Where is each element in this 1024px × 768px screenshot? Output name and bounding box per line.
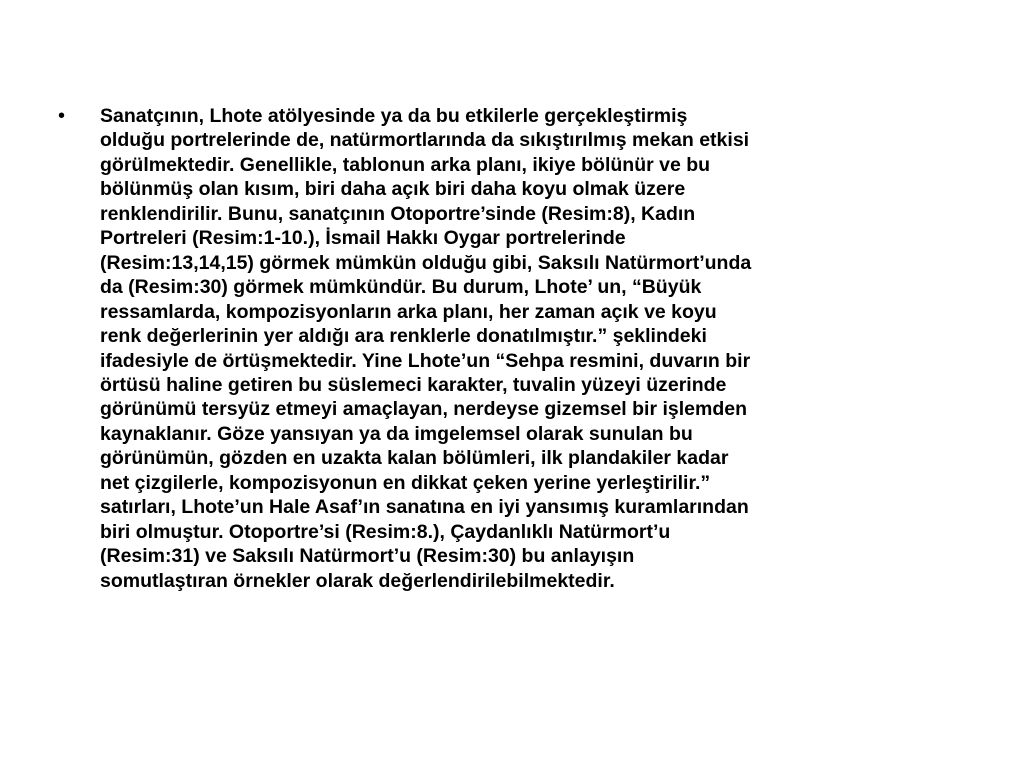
text-line: somutlaştıran örnekler olarak değerlendirilebilmektedir. [100,569,615,592]
text-line: görünümü tersyüz etmeyi amaçlayan, nerdeyse gizemsel bir işlemden [100,398,747,421]
bullet-item [58,104,958,593]
bullet-list [58,104,958,593]
text-line: ressamlarda, kompozisyonların arka planı, her zaman açık ve koyu [100,300,717,323]
text-line: (Resim:13,14,15) görmek mümkün olduğu gibi, Saksılı Natürmort’unda [100,251,752,274]
text-line: (Resim:31) ve Saksılı Natürmort’u (Resim:30) bu anlayışın [100,545,635,568]
text-line: renklendirilir. Bunu, sanatçının Otoportre’sinde (Resim:8), Kadın [100,202,696,225]
text-line: net çizgilerle, kompozisyonun en dikkat çeken yerine yerleştirilir.” [100,471,711,494]
text-line: kaynaklanır. Göze yansıyan ya da imgelemsel olarak sunulan bu [100,422,693,445]
text-line: olduğu portrelerinde de, natürmortlarında da sıkıştırılmış mekan etkisi [100,129,750,152]
text-line: ifadesiyle de örtüşmektedir. Yine Lhote’un “Sehpa resmini, duvarın bir [100,349,751,372]
text-line: Portreleri (Resim:1-10.), İsmail Hakkı Oygar portrelerinde [100,227,626,250]
text-line: da (Resim:30) görmek mümkündür. Bu durum, Lhote’ un, “Büyük [100,276,702,299]
text-line: bölünmüş olan kısım, biri daha açık biri daha koyu olmak üzere [100,178,686,201]
text-line: görünümün, gözden en uzakta kalan bölümleri, ilk plandakiler kadar [100,447,729,470]
text-line: satırları, Lhote’un Hale Asaf’ın sanatına en iyi yansımış kuramlarından [100,496,749,519]
text-line: renk değerlerinin yer aldığı ara renklerle donatılmıştır.” şeklindeki [100,325,707,348]
paragraph-text [100,104,958,593]
text-line: biri olmuştur. Otoportre’si (Resim:8.), Çaydanlıklı Natürmort’u [100,520,671,543]
bullet-icon: • [58,105,66,127]
text-line: örtüsü haline getiren bu süslemeci karakter, tuvalin yüzeyi üzerinde [100,373,727,396]
text-line: Sanatçının, Lhote atölyesinde ya da bu etkilerle gerçekleştirmiş [100,105,688,127]
text-line: görülmektedir. Genellikle, tablonun arka planı, ikiye bölünür ve bu [100,153,711,176]
